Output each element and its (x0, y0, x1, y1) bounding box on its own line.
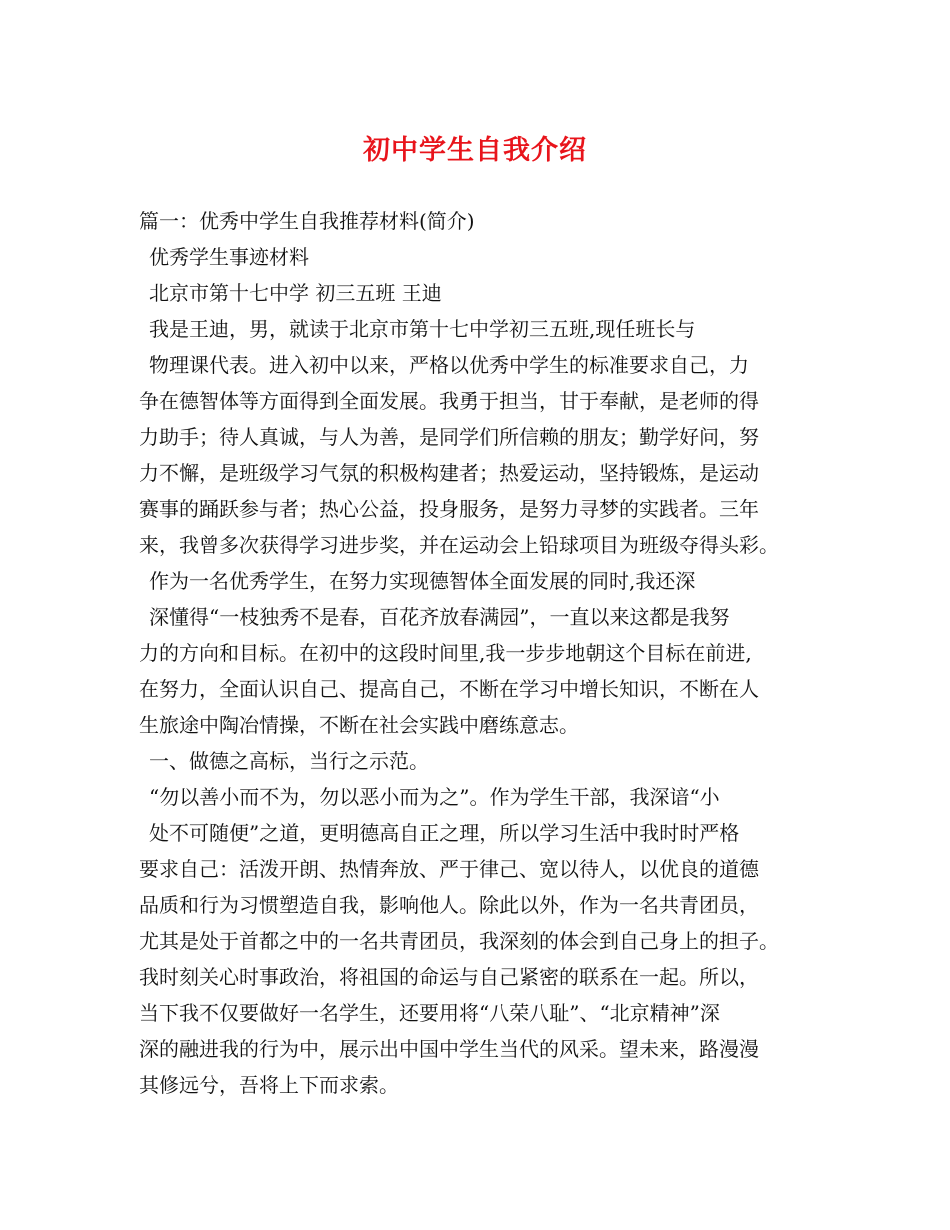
paragraph-line: 深懂得“一枝独秀不是春，百花齐放春满园”，一直以来这都是我努 (149, 605, 730, 629)
paragraph-line: 品质和行为习惯塑造自我，影响他人。除此以外，作为一名共青团员， (139, 893, 759, 917)
paragraph-line: 其修远兮，吾将上下而求索。 (139, 1073, 399, 1097)
document-title: 初中学生自我介绍 (363, 135, 587, 166)
paragraph-line: 来，我曾多次获得学习进步奖，并在运动会上铅球项目为班级夺得头彩。 (139, 533, 779, 557)
paragraph-line: “勿以善小而不为，勿以恶小而为之”。作为学生干部，我深谙“小 (149, 785, 720, 809)
paragraph-line: 赛事的踊跃参与者；热心公益，投身服务，是努力寻梦的实践者。三年 (139, 497, 759, 521)
paragraph-line: 处不可随便”之道，更明德高自正之理，所以学习生活中我时时严格 (149, 821, 740, 845)
paragraph-line: 在努力，全面认识自己、提高自己，不断在学习中增长知识，不断在人 (139, 677, 759, 701)
document-body (139, 203, 829, 1103)
paragraph-line: 深的融进我的行为中，展示出中国中学生当代的风采。望未来，路漫漫 (139, 1037, 759, 1061)
paragraph-line: 物理课代表。进入初中以来，严格以优秀中学生的标准要求自己，力 (149, 353, 749, 377)
section-heading: 篇一：优秀中学生自我推荐材料(简介) (139, 209, 475, 233)
section-subheading: 一、做德之高标，当行之示范。 (149, 749, 429, 773)
paragraph-line: 我是王迪，男，就读于北京市第十七中学初三五班,现任班长与 (149, 317, 696, 341)
paragraph-line: 力的方向和目标。在初中的这段时间里,我一步步地朝这个目标在前进, (139, 641, 752, 665)
paragraph-line: 我时刻关心时事政治，将祖国的命运与自己紧密的联系在一起。所以， (139, 965, 759, 989)
paragraph-line: 尤其是处于首都之中的一名共青团员，我深刻的体会到自己身上的担子。 (139, 929, 779, 953)
paragraph-line: 作为一名优秀学生，在努力实现德智体全面发展的同时,我还深 (149, 569, 696, 593)
paragraph-line: 力助手；待人真诚，与人为善，是同学们所信赖的朋友；勤学好问，努 (139, 425, 759, 449)
subheading: 优秀学生事迹材料 (149, 245, 309, 269)
paragraph-line: 争在德智体等方面得到全面发展。我勇于担当，甘于奉献，是老师的得 (139, 389, 759, 413)
author-line: 北京市第十七中学 初三五班 王迪 (149, 281, 442, 305)
paragraph-line: 力不懈，是班级学习气氛的积极构建者；热爱运动，坚持锻炼，是运动 (139, 461, 759, 485)
paragraph-line: 要求自己：活泼开朗、热情奔放、严于律己、宽以待人，以优良的道德 (139, 857, 759, 881)
paragraph-line: 当下我不仅要做好一名学生，还要用将“八荣八耻”、“北京精神”深 (139, 1001, 720, 1025)
paragraph-line: 生旅途中陶冶情操，不断在社会实践中磨练意志。 (139, 713, 579, 737)
